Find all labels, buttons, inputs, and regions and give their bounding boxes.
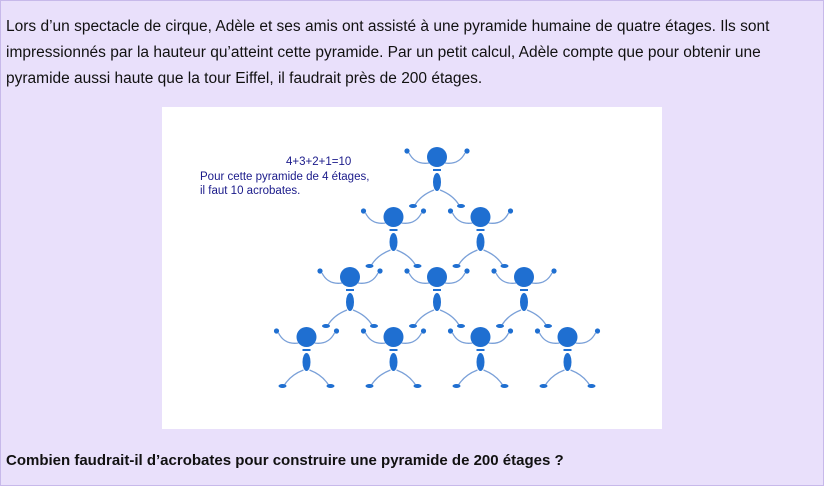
acrobat — [404, 267, 469, 328]
question-text: Combien faudrait-il d’acrobates pour construire une pyramide de 200 étages ? — [6, 452, 564, 469]
acrobat — [317, 267, 382, 328]
acrobat — [404, 147, 469, 208]
intro-paragraph: Lors d’un spectacle de cirque, Adèle et ses amis ont assisté à une pyramide humaine de quatre étages. Ils sont impressionnés par la hauteur qu’atteint cette pyramide. Par un petit calcul, Adèle compte que pour obtenir une pyramide aussi haute que la tour Eiffel, il faudrait près de 200 étages. — [6, 18, 770, 87]
caption-line-2: il faut 10 acrobates. — [200, 185, 301, 197]
acrobat — [535, 327, 600, 388]
caption-equation: 4+3+2+1=10 — [286, 156, 352, 168]
caption-line-1: Pour cette pyramide de 4 étages, — [200, 171, 370, 183]
acrobat — [361, 327, 426, 388]
acrobat — [448, 327, 513, 388]
acrobat — [361, 207, 426, 268]
acrobat — [448, 207, 513, 268]
pyramid-figure — [162, 107, 662, 429]
acrobat — [274, 327, 339, 388]
acrobat-pyramid-illustration — [162, 107, 662, 429]
acrobat — [491, 267, 556, 328]
